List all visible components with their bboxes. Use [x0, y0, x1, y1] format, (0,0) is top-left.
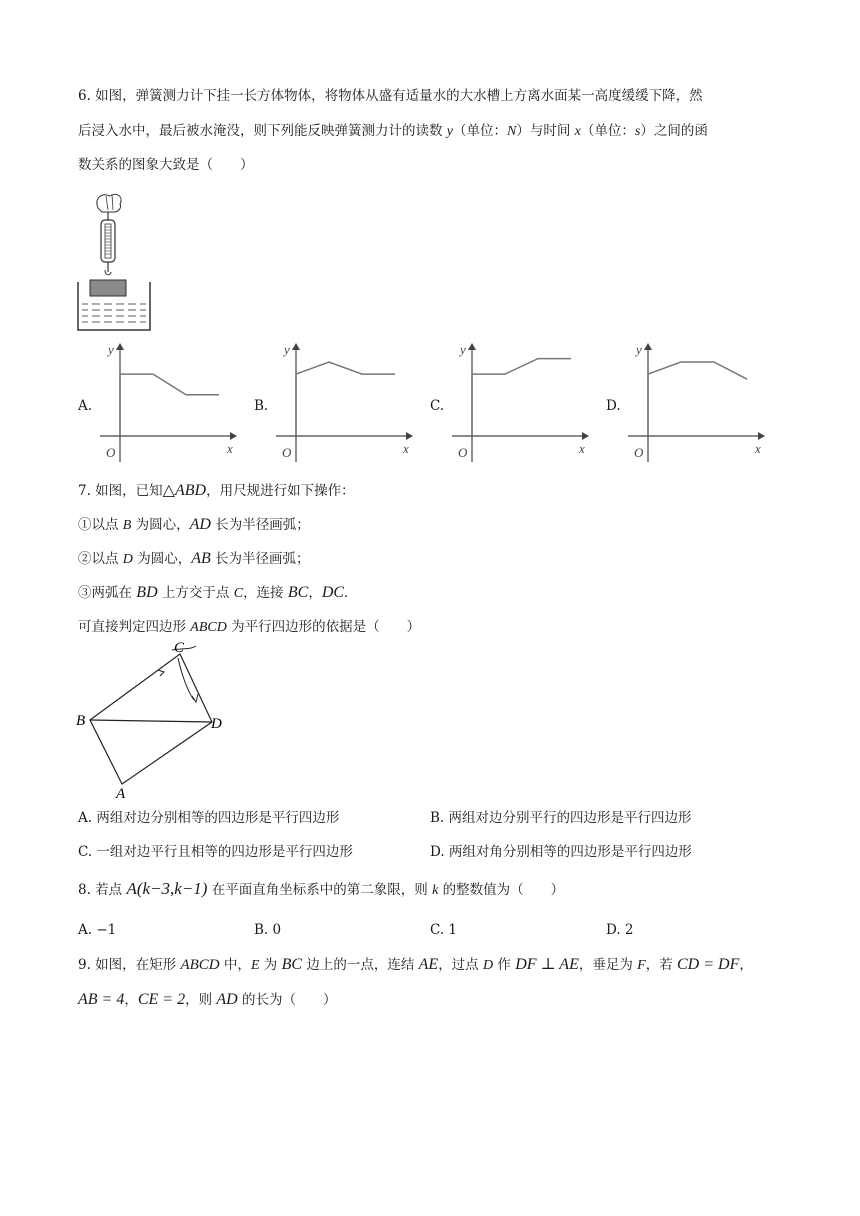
q8-option-c[interactable]: C. 1	[430, 922, 458, 938]
y-axis-label: y	[284, 342, 290, 357]
label-c: C	[174, 640, 185, 656]
q6-text-line-1: 6. 如图，弹簧测力计下挂一长方体物体，将物体从盛有适量水的大水槽上方离水面某一高度缓缓下降，然	[78, 88, 703, 104]
x-axis-arrow	[758, 432, 765, 440]
q7-option-c[interactable]: C. 一组对边平行且相等的四边形是平行四边形	[78, 844, 353, 860]
origin-label: O	[282, 445, 292, 460]
x-axis-label: x	[227, 441, 233, 456]
q9-text-line-1: 9. 如图，在矩形 ABCD 中，E 为 BC 边上的一点，连结 AE，过点 D 作 DF ⊥ AE，垂足为 F，若 CD = DF，	[78, 956, 753, 973]
q6-option-label: A.	[78, 398, 93, 414]
q7-option-b[interactable]: B. 两组对边分别平行的四边形是平行四边形	[430, 810, 692, 826]
diagonal-bd	[90, 720, 212, 722]
q6-graph-d	[624, 340, 784, 465]
q6-option-label: B.	[254, 398, 269, 414]
q7-step-1: ①以点 B 为圆心，AD 长为半径画弧；	[78, 516, 310, 533]
q6-option-label: C.	[430, 398, 445, 414]
graph-line	[648, 362, 747, 379]
q7-option-a[interactable]: A. 两组对边分别相等的四边形是平行四边形	[78, 810, 340, 826]
q7-step-2: ②以点 D 为圆心，AB 长为半径画弧；	[78, 550, 310, 567]
q6-text-line-2: 后浸入水中，最后被水淹没，则下列能反映弹簧测力计的读数 y（单位：N）与时间 x（单位：s）之间的函	[78, 123, 708, 139]
label-a: A	[116, 786, 126, 800]
x-axis-arrow	[406, 432, 413, 440]
y-axis-arrow	[644, 343, 652, 350]
var-x: x	[574, 124, 581, 139]
q6-option-label: D.	[606, 398, 621, 414]
q8-text: 8. 若点 A(k−3,k−1) 在平面直角坐标系中的第二象限，则 k 的整数值为（ ）	[78, 879, 565, 898]
q6-graph-a	[96, 340, 256, 465]
y-axis-arrow	[468, 343, 476, 350]
q9-text-line-2: AB = 4，CE = 2，则 AD 的长为（ ）	[78, 991, 337, 1008]
unit-s: s	[634, 124, 641, 139]
x-axis-arrow	[230, 432, 237, 440]
y-axis-label: y	[460, 342, 466, 357]
q6-graph-c	[448, 340, 608, 465]
q8-option-a[interactable]: A. −1	[78, 922, 117, 938]
x-axis-label: x	[755, 441, 761, 456]
origin-label: O	[106, 445, 116, 460]
label-b: B	[76, 713, 86, 729]
graph-line	[472, 359, 571, 375]
q6-text-line-3: 数关系的图象大致是（ ）	[78, 157, 254, 173]
q7-step-3: ③两弧在 BD 上方交于点 C，连接 BC，DC．	[78, 584, 358, 601]
triangle-abd: △ABD	[162, 482, 207, 499]
y-axis-label: y	[636, 342, 642, 357]
q7-option-d[interactable]: D. 两组对角分别相等的四边形是平行四边形	[430, 844, 692, 860]
q8-option-b[interactable]: B. 0	[254, 922, 282, 938]
x-axis-label: x	[579, 441, 585, 456]
graph-line	[120, 374, 219, 395]
q7-question: 可直接判定四边形 ABCD 为平行四边形的依据是（ ）	[78, 619, 421, 635]
y-axis-arrow	[116, 343, 124, 350]
y-axis-arrow	[292, 343, 300, 350]
x-axis-label: x	[403, 441, 409, 456]
quadrilateral-abcd	[90, 654, 212, 784]
x-axis-arrow	[582, 432, 589, 440]
q8-option-d[interactable]: D. 2	[606, 922, 634, 938]
point-a-coords: A(k−3,k−1)	[126, 879, 208, 898]
unit-n: N	[507, 124, 517, 139]
graph-line	[296, 362, 395, 374]
label-d: D	[211, 716, 222, 732]
parallelogram-figure	[74, 640, 234, 800]
var-y: y	[446, 124, 454, 139]
y-axis-label: y	[108, 342, 114, 357]
origin-label: O	[634, 445, 644, 460]
spring-scale-figure	[76, 190, 156, 335]
q7-text-line-1: 7. 如图，已知△ABD，用尺规进行如下操作：	[78, 482, 355, 499]
q6-graph-b	[272, 340, 432, 465]
origin-label: O	[458, 445, 468, 460]
